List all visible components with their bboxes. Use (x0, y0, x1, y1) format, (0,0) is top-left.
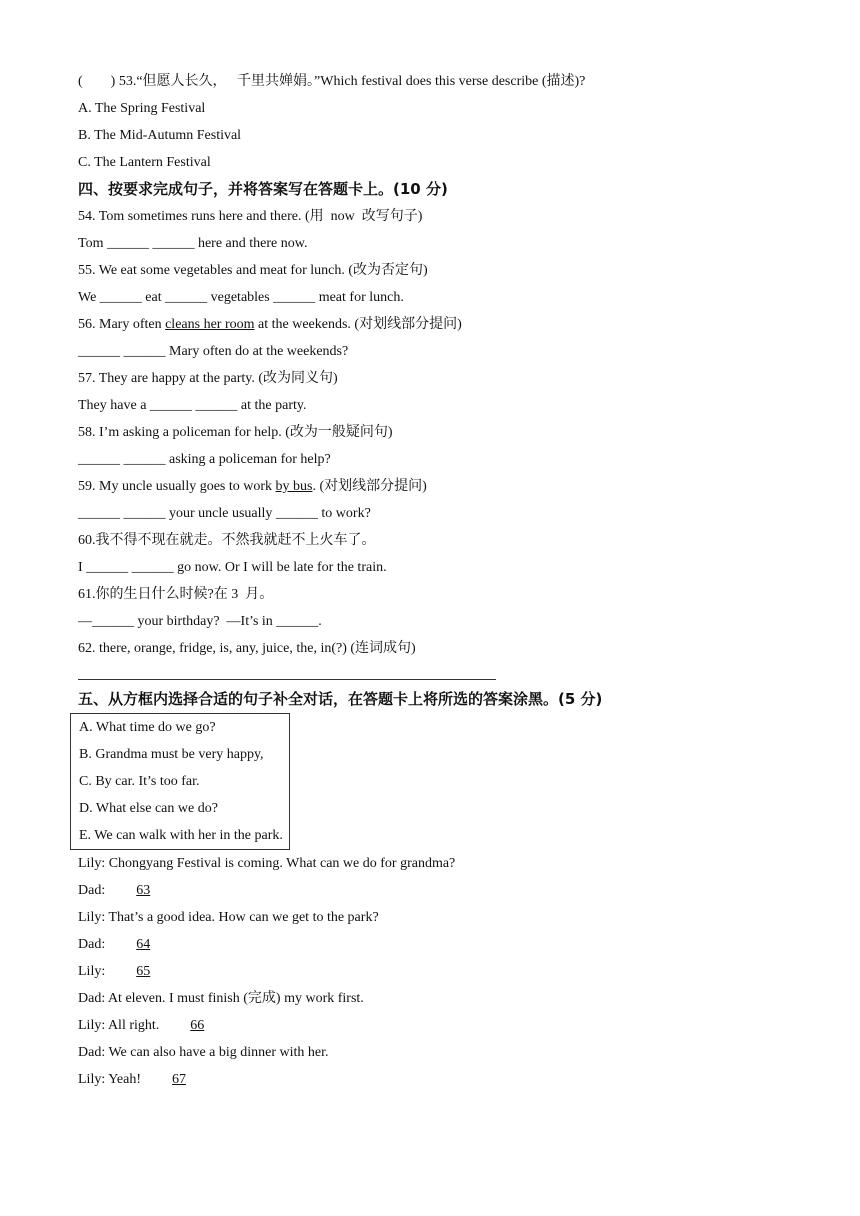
answer-61: —______ your birthday? —It’s in ______. (78, 614, 322, 629)
option-c: C. The Lantern Festival (78, 155, 211, 170)
q59-underlined: by bus (275, 479, 313, 494)
question-60: 60.我不得不现在就走。不然我就赶不上火车了。 (78, 533, 376, 548)
answer-60: I ______ ______ go now. Or I will be late for the train. (78, 560, 387, 575)
dialogue-line: Dad: At eleven. I must finish (完成) my work first. (78, 991, 364, 1006)
answer-line-62 (78, 662, 496, 680)
section-5-title: 五、从方框内选择合适的句子补全对话，在答题卡上将所选的答案涂黑。(5 分) (78, 690, 603, 708)
q59-text-post: . (对划线部分提问) (312, 479, 427, 494)
question-53-stem: ( ) 53.“但愿人长久， 千里共婵娟。”Which festival does this verse describe (描述)? (78, 74, 586, 89)
dialogue-line: Lily: That’s a good idea. How can we get to the park? (78, 910, 379, 925)
question-56 (78, 311, 798, 338)
box-option-a: A. What time do we go? (79, 720, 216, 735)
question-58: 58. I’m asking a policeman for help. (改为一般疑问句) (78, 425, 393, 440)
answer-58: ______ ______ asking a policeman for help? (78, 452, 331, 467)
speaker-text: Dad: (78, 937, 113, 952)
box-option-d: D. What else can we do? (79, 801, 218, 816)
dialogue-line: Lily: Chongyang Festival is coming. What can we do for grandma? (78, 856, 456, 871)
option-a: A. The Spring Festival (78, 101, 206, 116)
dialogue-line (78, 958, 798, 985)
dialogue-line (78, 877, 798, 904)
question-55: 55. We eat some vegetables and meat for lunch. (改为否定句) (78, 263, 428, 278)
option-b: B. The Mid-Autumn Festival (78, 128, 242, 143)
speaker-text: Lily: Yeah! (78, 1072, 148, 1087)
question-57: 57. They are happy at the party. (改为同义句) (78, 371, 338, 386)
question-59 (78, 473, 798, 500)
answer-54: Tom ______ ______ here and there now. (78, 236, 308, 251)
blank-65: 65 (136, 964, 151, 979)
answer-57: They have a ______ ______ at the party. (78, 398, 307, 413)
dialogue-line: Dad: We can also have a big dinner with her. (78, 1045, 329, 1060)
q59-text-pre: 59. My uncle usually goes to work (78, 479, 276, 494)
section-4-title: 四、按要求完成句子，并将答案写在答题卡上。(10 分) (78, 180, 448, 198)
box-option-c: C. By car. It’s too far. (79, 774, 200, 789)
question-62: 62. there, orange, fridge, is, any, juice, the, in(?) (连词成句) (78, 641, 416, 656)
answer-56: ______ ______ Mary often do at the weekends? (78, 344, 349, 359)
dialogue-line (78, 931, 798, 958)
options-box (70, 713, 290, 850)
question-61: 61.你的生日什么时候?在 3 月。 (78, 587, 274, 602)
blank-67: 67 (172, 1072, 186, 1087)
blank-64: 64 (136, 937, 151, 952)
worksheet-page (78, 68, 798, 1093)
answer-59: ______ ______ your uncle usually ______ to work? (78, 506, 371, 521)
q56-text-post: at the weekends. (对划线部分提问) (254, 317, 462, 332)
blank-66: 66 (190, 1018, 205, 1033)
blank-63: 63 (136, 883, 151, 898)
question-54: 54. Tom sometimes runs here and there. (用 now 改写句子) (78, 209, 423, 224)
dialogue-line (78, 1066, 798, 1093)
q56-text-pre: 56. Mary often (78, 317, 166, 332)
dialogue-line (78, 1012, 798, 1039)
q56-underlined: cleans her room (165, 317, 255, 332)
answer-55: We ______ eat ______ vegetables ______ meat for lunch. (78, 290, 404, 305)
speaker-text: Lily: (78, 964, 113, 979)
speaker-text: Lily: All right. (78, 1018, 167, 1033)
box-option-e: E. We can walk with her in the park. (79, 828, 283, 843)
box-option-b: B. Grandma must be very happy, (79, 747, 264, 762)
speaker-text: Dad: (78, 883, 113, 898)
